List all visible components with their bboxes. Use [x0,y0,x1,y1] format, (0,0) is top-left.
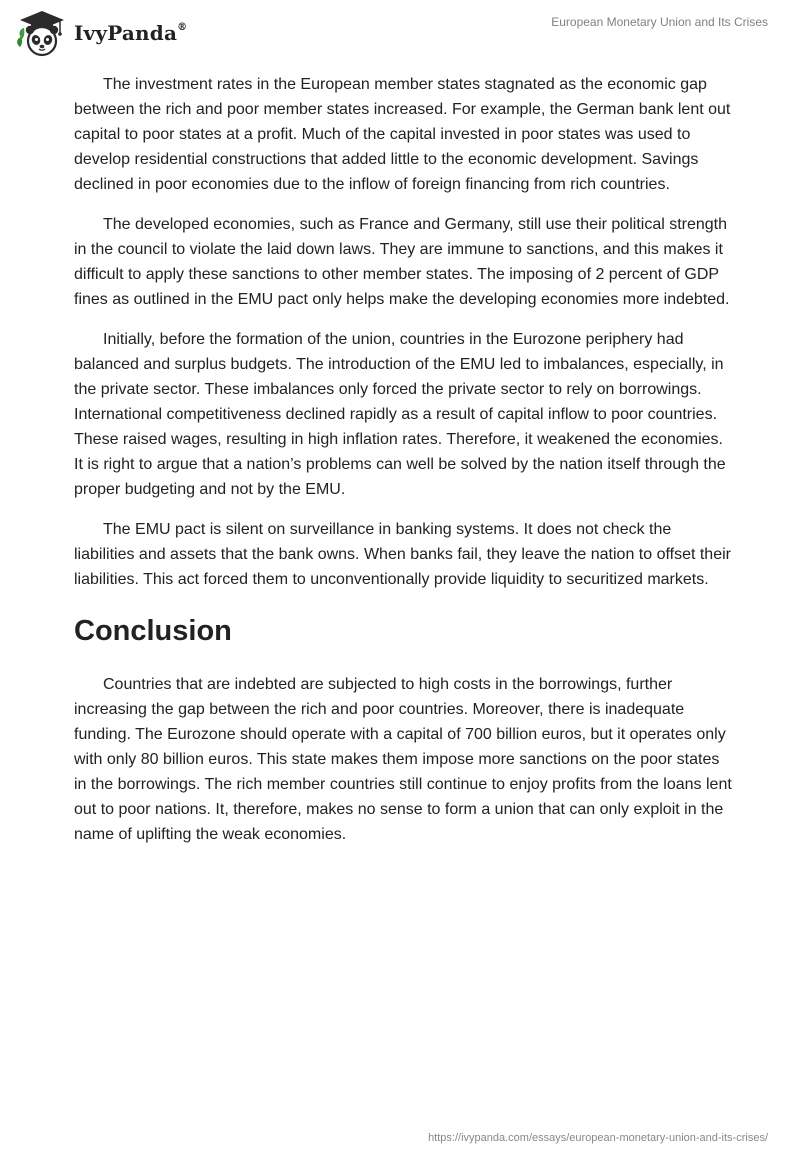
brand-name: IvyPanda® [74,21,188,45]
body-paragraph-1: The investment rates in the European member states stagnated as the economic gap between the rich and poor member states increased. For example, the German bank lent out capital to poor states at a profit. Much of the capital invested in poor states was used to develop residential constructions that added little to the economic development. Savings declined in poor economies due to the inflow of foreign financing from rich countries. [74,76,731,193]
body-paragraph-4: The EMU pact is silent on surveillance in banking systems. It does not check the liabilities and assets that the bank owns. When banks fail, they leave the nation to offset their liabilities. This act forced them to unconventionally provide liquidity to securitized markets. [74,521,731,588]
registered-mark: ® [177,22,188,34]
panda-graduate-icon [16,9,68,57]
source-url[interactable]: https://ivypanda.com/essays/european-monetary-union-and-its-crises/ [428,1132,768,1144]
page-header [0,0,800,64]
article-body [74,72,734,862]
document-title: European Monetary Union and Its Crises [551,15,768,29]
brand-logo[interactable] [16,9,187,57]
conclusion-heading: Conclusion [74,615,232,647]
body-paragraph-2: The developed economies, such as France and Germany, still use their political strength in the council to violate the laid down laws. They are immune to sanctions, and this makes it difficult to apply these sanctions to other member states. The imposing of 2 percent of GDP fines as outlined in the EMU pact only helps make the developing economies more indebted. [74,216,730,308]
body-paragraph-3: Initially, before the formation of the union, countries in the Eurozone periphery had balanced and surplus budgets. The introduction of the EMU led to imbalances, especially, in the private sector. These imbalances only forced the private sector to rely on borrowings. International competitiveness declined rapidly as a result of capital inflow to poor countries. These raised wages, resulting in high inflation rates. Therefore, it weakened the economies. It is right to argue that a nation’s problems can well be solved by the nation itself through the proper budgeting and not by the EMU. [74,331,726,498]
conclusion-paragraph: Countries that are indebted are subjected to high costs in the borrowings, further increasing the gap between the rich and poor countries. Moreover, there is inadequate funding. The Eurozone should operate with a capital of 700 billion euros, but it operates only with only 80 billion euros. This state makes them impose more sanctions on the poor states in the borrowings. The rich member countries still continue to enjoy profits from the loans lent out to poor nations. It, therefore, makes no sense to form a union that can only exploit in the name of uplifting the weak economies. [74,676,732,843]
